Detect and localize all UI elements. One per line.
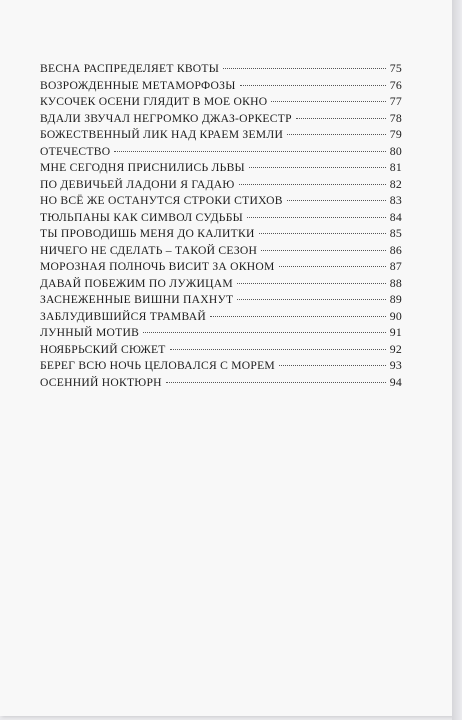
toc-entry — [40, 209, 402, 226]
toc-entry-title: ВОЗРОЖДЕННЫЕ МЕТАМОРФОЗЫ — [40, 78, 236, 92]
toc-entry-title: ВДАЛИ ЗВУЧАЛ НЕГРОМКО ДЖАЗ-ОРКЕСТР — [40, 111, 292, 125]
toc-entry-page-number: 94 — [389, 374, 402, 389]
dot-leader — [271, 101, 385, 102]
toc-entry-page-number: 92 — [389, 341, 402, 356]
dot-leader — [143, 332, 386, 333]
toc-entry-page-number: 83 — [389, 193, 402, 207]
toc-entry-page-number: 85 — [389, 226, 402, 240]
toc-entry — [40, 357, 402, 374]
toc-entry-page-number: 80 — [389, 143, 402, 158]
toc-entry-title: ВЕСНА РАСПРЕДЕЛЯЕТ КВОТЫ — [40, 62, 220, 75]
dot-leader — [259, 233, 386, 234]
toc-entry-title: ЛУННЫЙ МОТИВ — [40, 326, 140, 339]
toc-entry-page-number: 77 — [389, 94, 402, 108]
dot-leader — [287, 200, 386, 201]
toc-entry-title: ОСЕННИЙ НОКТЮРН — [40, 375, 162, 389]
toc-entry — [40, 159, 402, 176]
toc-entry-page-number: 76 — [389, 77, 402, 92]
dot-leader — [114, 151, 385, 152]
dot-leader — [170, 349, 386, 350]
toc-entry-title: БЕРЕГ ВСЮ НОЧЬ ЦЕЛОВАЛСЯ С МОРЕМ — [40, 359, 275, 372]
dot-leader — [237, 299, 385, 300]
toc-entry — [40, 176, 402, 193]
toc-entry-page-number: 84 — [389, 209, 402, 224]
dot-leader — [296, 118, 386, 119]
toc-entry — [40, 275, 402, 292]
dot-leader — [223, 68, 386, 69]
toc-entry-title: ТЮЛЬПАНЫ КАК СИМВОЛ СУДЬБЫ — [40, 210, 243, 224]
dot-leader — [279, 365, 386, 366]
table-of-contents — [40, 60, 402, 390]
toc-entry — [40, 110, 402, 127]
toc-entry — [40, 374, 402, 391]
toc-entry — [40, 308, 402, 325]
toc-entry-page-number: 93 — [389, 358, 402, 372]
toc-entry-title: НО ВСЁ ЖЕ ОСТАНУТСЯ СТРОКИ СТИХОВ — [40, 194, 283, 207]
dot-leader — [210, 316, 386, 317]
dot-leader — [166, 382, 386, 383]
page-edge — [452, 0, 462, 720]
toc-entry-page-number: 87 — [389, 259, 402, 273]
toc-entry-page-number: 90 — [389, 308, 402, 323]
toc-entry-page-number: 91 — [389, 325, 402, 339]
toc-entry-page-number: 78 — [389, 110, 402, 125]
toc-entry-title: ОТЕЧЕСТВО — [40, 144, 111, 158]
toc-entry-title: ДАВАЙ ПОБЕЖИМ ПО ЛУЖИЦАМ — [40, 276, 233, 290]
toc-entry-title: КУСОЧЕК ОСЕНИ ГЛЯДИТ В МОЕ ОКНО — [40, 95, 268, 108]
dot-leader — [237, 283, 386, 284]
dot-leader — [249, 167, 386, 168]
dot-leader — [287, 134, 386, 135]
toc-entry — [40, 93, 402, 110]
toc-entry — [40, 225, 402, 242]
toc-entry-title: МНЕ СЕГОДНЯ ПРИСНИЛИСЬ ЛЬВЫ — [40, 161, 245, 174]
toc-entry — [40, 341, 402, 358]
toc-entry — [40, 242, 402, 259]
toc-entry-page-number: 81 — [389, 160, 402, 174]
toc-entry — [40, 258, 402, 275]
toc-entry — [40, 143, 402, 160]
toc-entry-page-number: 79 — [389, 127, 402, 141]
toc-entry — [40, 77, 402, 94]
toc-entry-page-number: 75 — [389, 61, 402, 75]
toc-entry-title: БОЖЕСТВЕННЫЙ ЛИК НАД КРАЕМ ЗЕМЛИ — [40, 128, 284, 141]
toc-entry-page-number: 88 — [389, 275, 402, 290]
toc-entry-title: ЗАБЛУДИВШИЙСЯ ТРАМВАЙ — [40, 309, 206, 323]
toc-entry-page-number: 89 — [389, 292, 402, 306]
toc-entry-page-number: 82 — [389, 176, 402, 191]
dot-leader — [239, 184, 386, 185]
toc-entry — [40, 60, 402, 77]
toc-entry — [40, 192, 402, 209]
toc-entry-title: ТЫ ПРОВОДИШЬ МЕНЯ ДО КАЛИТКИ — [40, 227, 255, 240]
toc-entry-title: НИЧЕГО НЕ СДЕЛАТЬ – ТАКОЙ СЕЗОН — [40, 243, 258, 257]
toc-entry-page-number: 86 — [389, 242, 402, 257]
toc-entry-title: НОЯБРЬСКИЙ СЮЖЕТ — [40, 342, 166, 356]
toc-entry — [40, 324, 402, 341]
toc-entry — [40, 291, 402, 308]
toc-entry — [40, 126, 402, 143]
toc-entry-title: ПО ДЕВИЧЬЕЙ ЛАДОНИ Я ГАДАЮ — [40, 177, 235, 191]
dot-leader — [247, 217, 386, 218]
toc-entry-title: МОРОЗНАЯ ПОЛНОЧЬ ВИСИТ ЗА ОКНОМ — [40, 260, 275, 273]
toc-entry-title: ЗАСНЕЖЕННЫЕ ВИШНИ ПАХНУТ — [40, 293, 234, 306]
dot-leader — [279, 266, 386, 267]
dot-leader — [240, 85, 386, 86]
dot-leader — [261, 250, 386, 251]
